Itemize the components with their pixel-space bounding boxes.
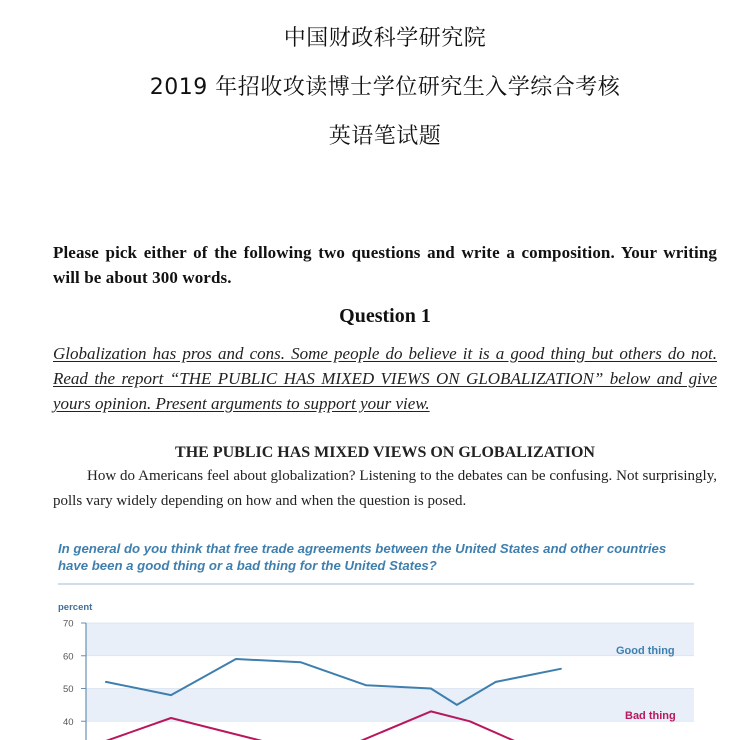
test-title: 英语笔试题 [328,124,442,149]
y-tick-label: 40 [63,716,74,728]
institution-title: 中国财政科学研究院 [283,26,487,51]
instructions: Please pick either of the following two questions and write a composition. Your writing will be about 300 words. [53,243,717,287]
data-point [170,694,172,696]
data-point [560,668,562,670]
data-point [365,684,367,686]
data-point [235,658,237,660]
chart-band [86,623,694,656]
chart-axes [81,623,86,740]
exam-header [0,26,737,173]
y-tick-label: 70 [63,618,74,630]
chart-bands [86,623,694,721]
y-tick-label: 60 [63,651,74,663]
data-point [430,688,432,690]
line-chart [52,536,702,740]
series-label-bad: Bad thing [625,709,676,722]
question-title: Question 1 [339,305,431,327]
chart-title: In general do you think that free trade agreements between the United States and other countries have been a good thing or a bad thing for the United States? [58,541,667,573]
data-point [456,704,458,706]
report-title: THE PUBLIC HAS MIXED VIEWS ON GLOBALIZATION [175,444,595,461]
data-point [495,681,497,683]
report-body: How do Americans feel about globalization? Listening to the debates can be confusing. Not surprisingly, polls vary widely depending on how and when the question is posed. [53,468,717,509]
exam-title: 2019 年招收攻读博士学位研究生入学综合考核 [149,75,621,100]
data-point [469,720,471,722]
chart-band [86,689,694,722]
data-point [300,662,302,664]
series-label-good: Good thing [616,644,675,657]
data-point [170,717,172,719]
data-point [105,681,107,683]
data-point [430,711,432,713]
question-description: Globalization has pros and cons. Some people do believe it is a good thing but others do not. Read the report “THE PUBLIC HAS MIXED VIEWS ON GLOBALIZATION” below and give yours opinion. Present arguments to support your view. [53,344,717,413]
y-axis-label: percent [58,602,93,613]
y-tick-label: 50 [63,684,74,695]
